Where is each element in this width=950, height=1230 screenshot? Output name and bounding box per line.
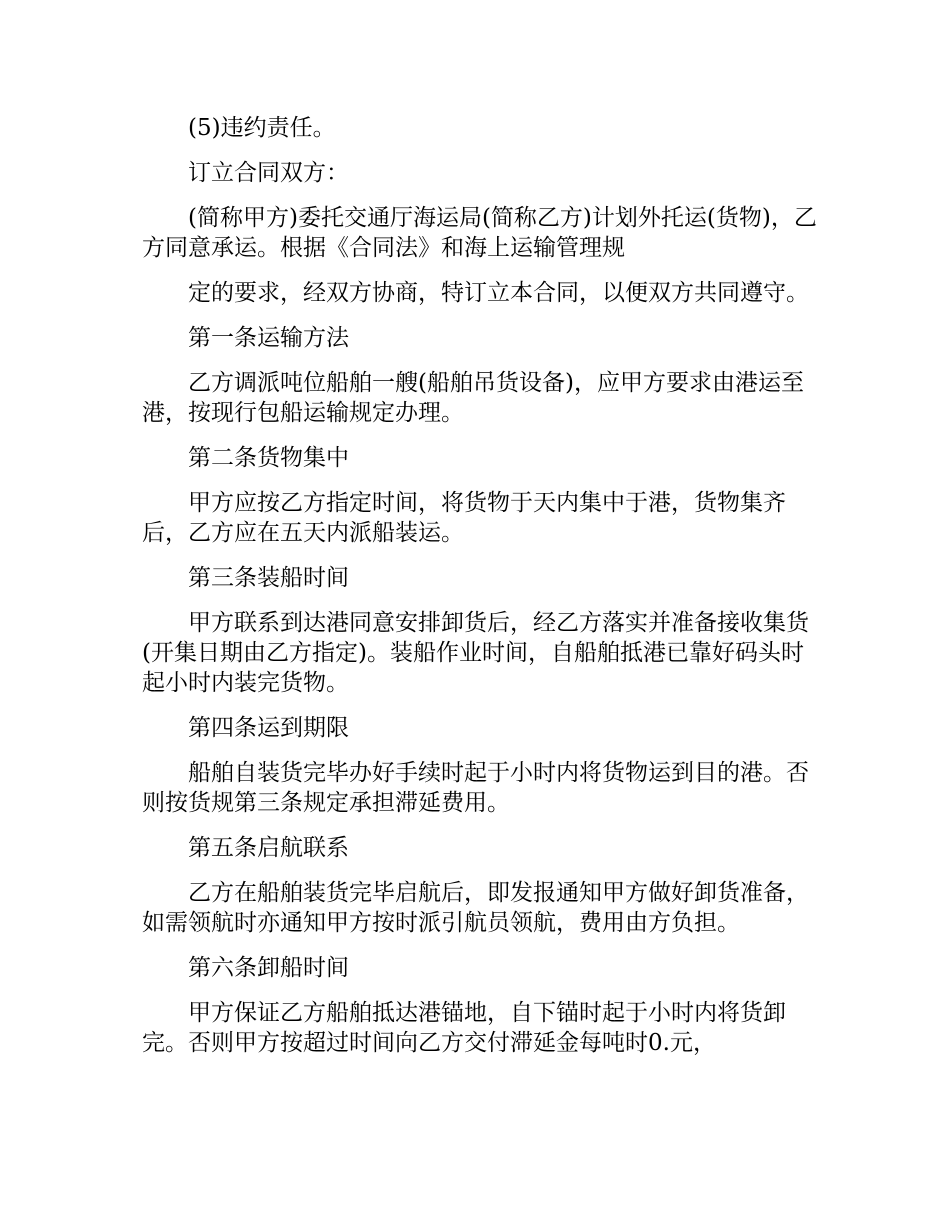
article-1-body: 乙方调派吨位船舶一艘(船舶吊货设备)，应甲方要求由港运至港，按现行包船运输规定办理。 bbox=[142, 370, 804, 426]
article-6-body: 甲方保证乙方船舶抵达港锚地，自下锚时起于小时内将货卸完。否则甲方按超过时间向乙方交付滞延金每吨时0.元， bbox=[142, 1000, 786, 1056]
paragraph-intro: (简称甲方)委托交通厅海运局(简称乙方)计划外托运(货物)，乙方同意承运。根据《合同法》和海上运输管理规 bbox=[142, 205, 817, 261]
article-4-body: 船舶自装货完毕办好手续时起于小时内将货物运到目的港。否则按货规第三条规定承担滞延费用。 bbox=[142, 760, 809, 816]
document-page bbox=[142, 113, 822, 1058]
article-2-heading: 第二条货物集中 bbox=[188, 445, 349, 471]
article-3-heading: 第三条装船时间 bbox=[188, 565, 349, 591]
article-5-body: 乙方在船舶装货完毕启航后，即发报通知甲方做好卸货准备，如需领航时亦通知甲方按时派引航员领航，费用由方负担。 bbox=[142, 880, 809, 936]
article-4-heading: 第四条运到期限 bbox=[188, 715, 349, 741]
article-1-heading: 第一条运输方法 bbox=[188, 325, 349, 351]
paragraph-parties-heading: 订立合同双方： bbox=[188, 160, 349, 186]
article-5-heading: 第五条启航联系 bbox=[188, 835, 349, 861]
paragraph-intro-continued: 定的要求，经双方协商，特订立本合同，以便双方共同遵守。 bbox=[188, 280, 809, 306]
paragraph-breach-liability: (5)违约责任。 bbox=[188, 115, 336, 141]
article-2-body: 甲方应按乙方指定时间，将货物于天内集中于港，货物集齐后，乙方应在五天内派船装运。 bbox=[142, 490, 786, 546]
article-3-body: 甲方联系到达港同意安排卸货后，经乙方落实并准备接收集货(开集日期由乙方指定)。装船作业时间，自船舶抵港已靠好码头时起小时内装完货物。 bbox=[142, 610, 809, 696]
article-6-heading: 第六条卸船时间 bbox=[188, 955, 349, 981]
